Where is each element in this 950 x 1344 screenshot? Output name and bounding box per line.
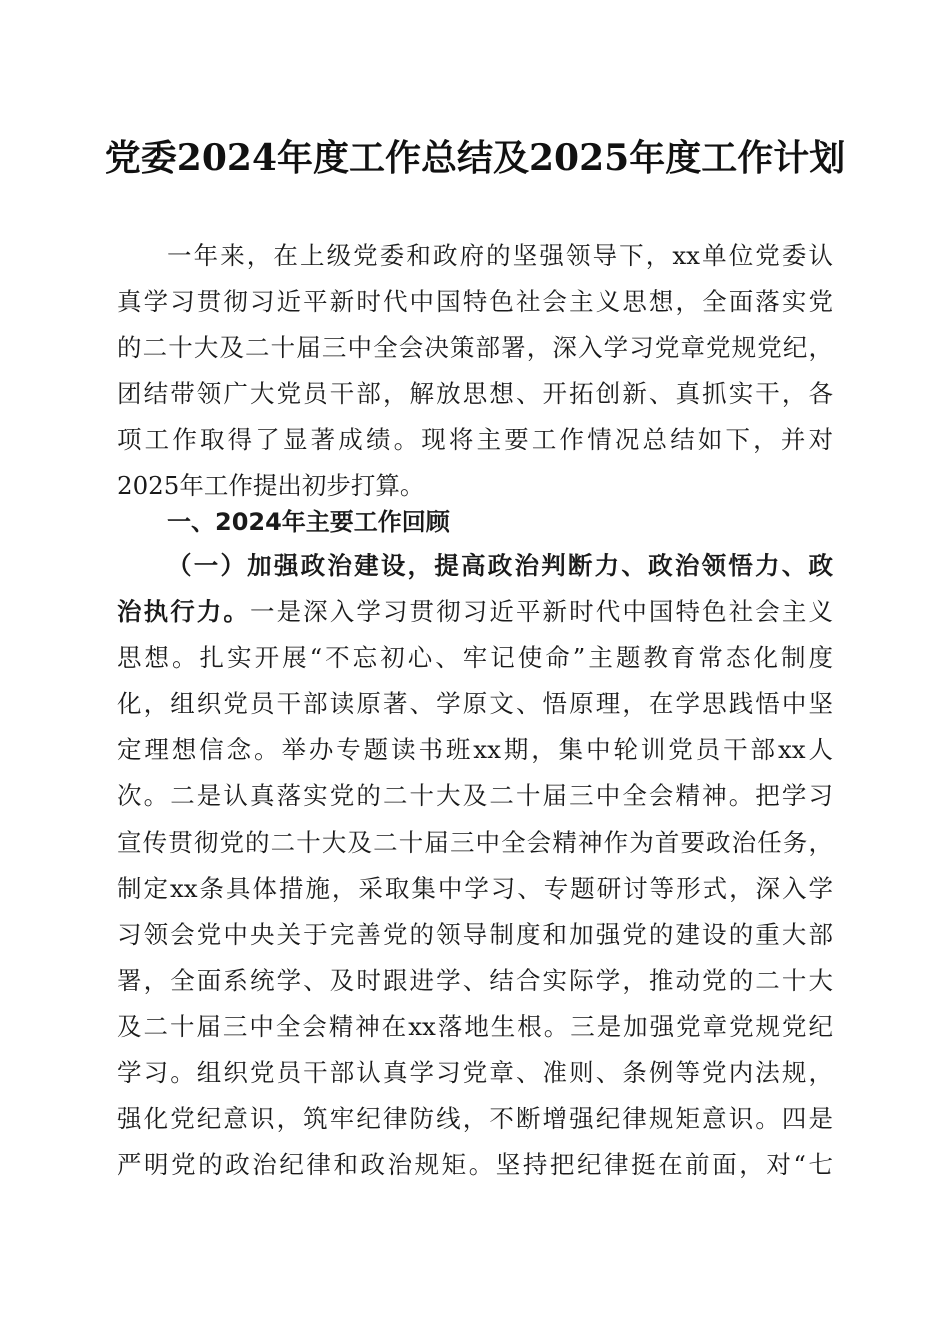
document-title: 党委2024年度工作总结及2025年度工作计划 [104,137,846,179]
section-heading-1: 一、2024年主要工作回顾 [167,508,450,536]
section-line: 及二十届三中全会精神在xx落地生根。三是加强党章党规党纪 [117,1011,833,1041]
section-line: 习领会党中央关于完善党的领导制度和加强党的建设的重大部 [117,919,833,949]
section-line: 定理想信念。举办专题读书班xx期，集中轮训党员干部xx人 [117,735,833,765]
intro-line: 项工作取得了显著成绩。现将主要工作情况总结如下，并对 [117,425,833,455]
section-line-text: 一是深入学习贯彻习近平新时代中国特色社会主义 [249,597,833,627]
intro-line: 2025年工作提出初步打算。 [117,471,425,501]
section-line: 署，全面系统学、及时跟进学、结合实际学，推动党的二十大 [117,965,833,995]
subsection-heading-end: 治执行力。 [117,597,250,627]
section-line: 次。二是认真落实党的二十大及二十届三中全会精神。把学习 [117,781,833,811]
section-line: 思想。扎实开展“不忘初心、牢记使命”主题教育常态化制度 [117,643,833,673]
section-line: 学习。组织党员干部认真学习党章、准则、条例等党内法规， [117,1058,833,1088]
intro-text [117,233,833,510]
section-line: 制定xx条具体措施，采取集中学习、专题研讨等形式，深入学 [117,873,833,903]
section-line: 强化党纪意识，筑牢纪律防线，不断增强纪律规矩意识。四是 [117,1104,833,1134]
section-1-paragraph [117,543,833,1188]
intro-line: 真学习贯彻习近平新时代中国特色社会主义思想，全面落实党 [117,287,833,317]
section-1-text [117,543,833,1188]
intro-line: 团结带领广大党员干部，解放思想、开拓创新、真抓实干，各 [117,379,833,409]
section-line: 宣传贯彻党的二十大及二十届三中全会精神作为首要政治任务， [117,827,833,857]
section-line: 严明党的政治纪律和政治规矩。坚持把纪律挺在前面，对“七 [117,1150,833,1180]
intro-line: 一年来，在上级党委和政府的坚强领导下，xx单位党委认 [167,241,833,270]
section-line: 化，组织党员干部读原著、学原文、悟原理，在学思践悟中坚 [117,689,833,719]
subsection-heading: （一）加强政治建设，提高政治判断力、政治领悟力、政 [167,551,833,580]
intro-line: 的二十大及二十届三中全会决策部署，深入学习党章党规党纪， [117,333,833,363]
intro-paragraph [117,233,833,510]
section-line [117,589,833,635]
